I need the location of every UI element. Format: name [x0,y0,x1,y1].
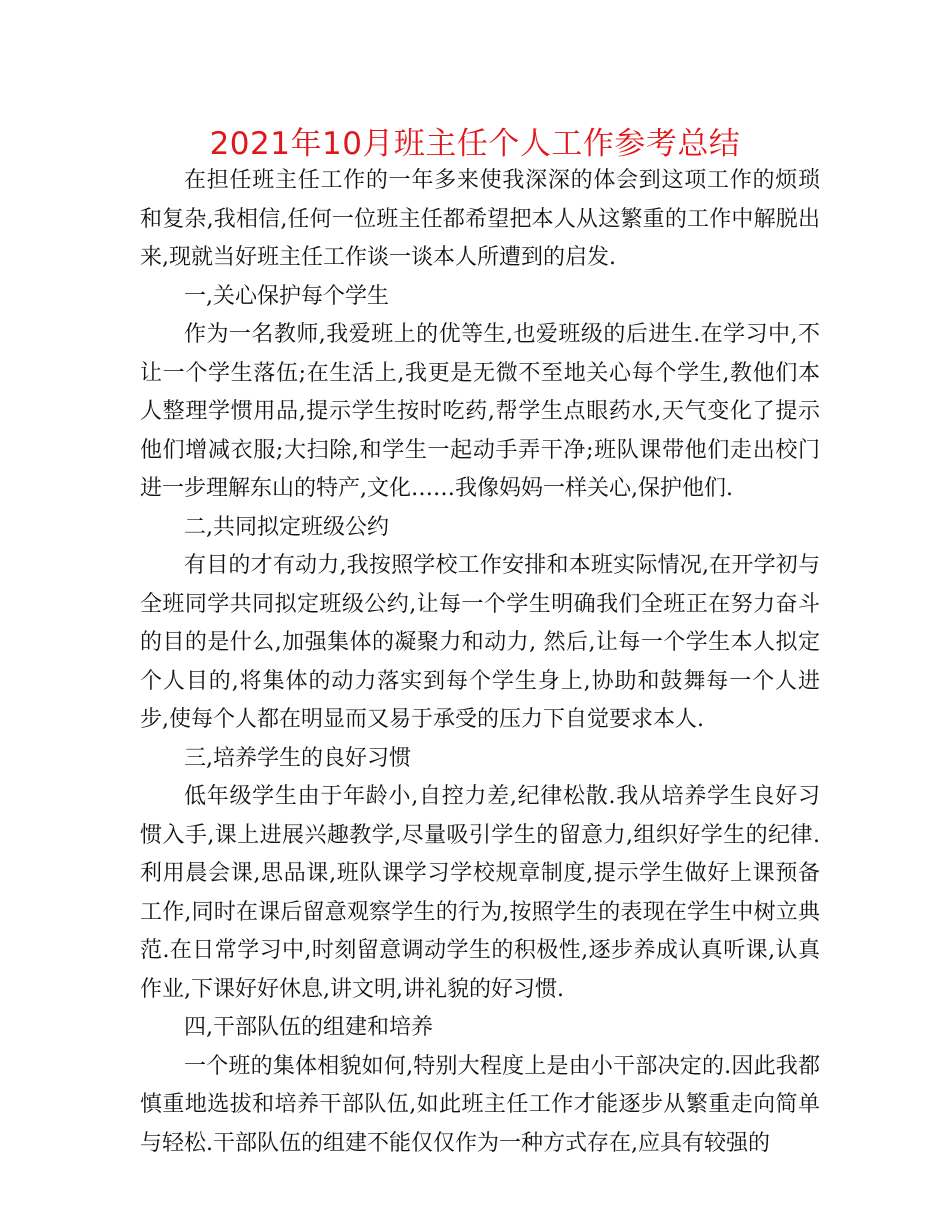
section-heading-1: 一,关心保护每个学生 [184,283,389,309]
document-body [140,162,820,1163]
section-paragraph-4: 一个班的集体相貌如何,特别大程度上是由小干部决定的.因此我都慎重地选拔和培养干部队伍,如此班主任工作才能逐步从繁重走向简单与轻松.干部队伍的组建不能仅仅作为一种方式存在,应具有较强的 [140,1053,820,1156]
intro-paragraph: 在担任班主任工作的一年多来使我深深的体会到这项工作的烦琐和复杂,我相信,任何一位班主任都希望把本人从这繁重的工作中解脱出来,现就当好班主任工作谈一谈本人所遭到的启发. [140,168,820,270]
document-title: 2021年10月班主任个人工作参考总结 [209,126,741,162]
section-paragraph-3: 低年级学生由于年龄小,自控力差,纪律松散.我从培养学生良好习惯入手,课上进展兴趣教学,尽量吸引学生的留意力,组织好学生的纪律.利用晨会课,思品课,班队课学习学校规章制度,提示学生做好上课预备工作,同时在课后留意观察学生的行为,按照学生的表现在学生中树立典范.在日常学习中,时刻留意调动学生的积极性,逐步养成认真听课,认真作业,下课好好休息,讲文明,讲礼貌的好习惯. [140,784,820,1002]
section-heading-3: 三,培养学生的良好习惯 [184,745,411,771]
section-paragraph-1: 作为一名教师,我爱班上的优等生,也爱班级的后进生.在学习中,不让一个学生落伍;在生活上,我更是无微不至地关心每个学生,教他们本人整理学惯用品,提示学生按时吃药,帮学生点眼药水,天气变化了提示他们增减衣服;大扫除,和学生一起动手弄干净;班队课带他们走出校门进一步理解东山的特产,文化……我像妈妈一样关心,保护他们. [140,322,820,501]
section-paragraph-2: 有目的才有动力,我按照学校工作安排和本班实际情况,在开学初与全班同学共同拟定班级公约,让每一个学生明确我们全班正在努力奋斗的目的是什么,加强集体的凝聚力和动力, 然后,让每一个学生本人拟定个人目的,将集体的动力落实到每个学生身上,协助和鼓舞每一个人进步,使每个人都在明显而又易于承受的压力下自觉要求本人. [140,553,820,732]
section-heading-2: 二,共同拟定班级公约 [184,514,389,540]
section-heading-4: 四,干部队伍的组建和培养 [184,1015,433,1040]
